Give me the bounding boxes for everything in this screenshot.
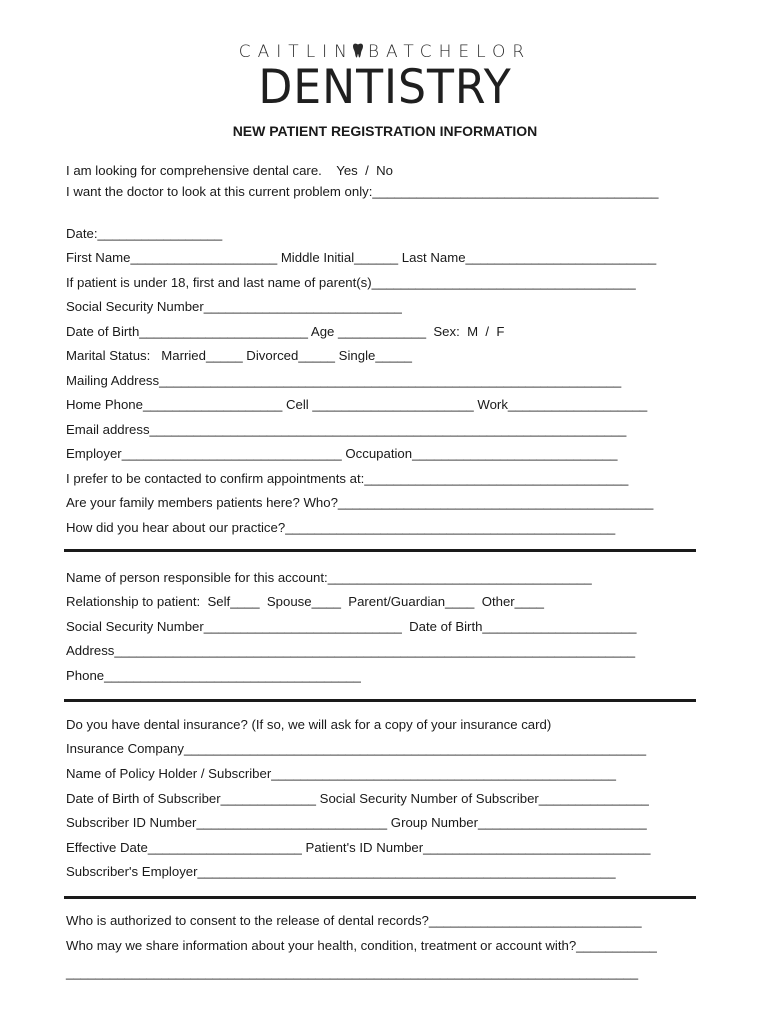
referral-source-field[interactable]: How did you hear about our practice?_____________________________________________ (66, 520, 616, 535)
subscriber-employer-field[interactable]: Subscriber's Employer_________________________________________________________ (66, 864, 616, 879)
form-title: NEW PATIENT REGISTRATION INFORMATION (232, 123, 538, 139)
logo-top-right: BATCHELOR (367, 42, 532, 62)
phone-fields[interactable]: Home Phone___________________ Cell ______________________ Work___________________ (66, 397, 648, 412)
name-fields[interactable]: First Name____________________ Middle Initial______ Last Name__________________________ (66, 250, 657, 265)
dob-age-sex-fields[interactable]: Date of Birth_______________________ Age ____________ Sex: M / F (66, 324, 505, 339)
comprehensive-care-question[interactable]: I am looking for comprehensive dental care. Yes / No (66, 163, 393, 178)
share-information-continuation[interactable]: ______________________________________________________________________________ (66, 965, 639, 980)
logo-main: DENTISTRY (258, 60, 512, 115)
mailing-address-field[interactable]: Mailing Address_______________________________________________________________ (66, 373, 622, 388)
responsible-address-field[interactable]: Address_______________________________________________________________________ (66, 643, 636, 658)
records-release-field[interactable]: Who is authorized to consent to the release of dental records?_____________________________ (66, 913, 642, 928)
employer-occupation-fields[interactable]: Employer______________________________ Occupation____________________________ (66, 446, 618, 461)
section-divider (64, 699, 696, 702)
contact-preference-field[interactable]: I prefer to be contacted to confirm appointments at:____________________________________ (66, 471, 629, 486)
family-members-field[interactable]: Are your family members patients here? Who?___________________________________________ (66, 495, 654, 510)
insurance-company-field[interactable]: Insurance Company_______________________________________________________________ (66, 741, 647, 756)
tooth-icon (352, 43, 364, 58)
section-divider (64, 896, 696, 899)
responsible-ssn-dob-fields[interactable]: Social Security Number___________________________ Date of Birth_____________________ (66, 619, 637, 634)
share-information-field[interactable]: Who may we share information about your health, condition, treatment or account with?___________ (66, 938, 657, 953)
ssn-field[interactable]: Social Security Number___________________________ (66, 299, 402, 314)
current-problem-field[interactable]: I want the doctor to look at this current problem only:_______________________________________ (66, 184, 659, 199)
responsible-phone-field[interactable]: Phone___________________________________ (66, 668, 361, 683)
logo-top-line (0, 42, 770, 62)
parent-name-field[interactable]: If patient is under 18, first and last name of parent(s)____________________________________ (66, 275, 636, 290)
date-field[interactable]: Date:_________________ (66, 226, 223, 241)
subscriber-group-fields[interactable]: Subscriber ID Number__________________________ Group Number_______________________ (66, 815, 647, 830)
email-field[interactable]: Email address_________________________________________________________________ (66, 422, 627, 437)
policy-holder-field[interactable]: Name of Policy Holder / Subscriber_______________________________________________ (66, 766, 616, 781)
logo-top-left: CAITLIN (238, 42, 354, 62)
responsible-person-field[interactable]: Name of person responsible for this account:____________________________________ (66, 570, 592, 585)
effective-date-patient-id-fields[interactable]: Effective Date_____________________ Patient's ID Number_______________________________ (66, 840, 651, 855)
marital-status-field[interactable]: Marital Status: Married_____ Divorced_____ Single_____ (66, 348, 413, 363)
insurance-question: Do you have dental insurance? (If so, we will ask for a copy of your insurance card) (66, 717, 552, 732)
subscriber-dob-ssn-fields[interactable]: Date of Birth of Subscriber_____________ Social Security Number of Subscriber_______________ (66, 791, 649, 806)
section-divider (64, 549, 696, 552)
relationship-field[interactable]: Relationship to patient: Self____ Spouse____ Parent/Guardian____ Other____ (66, 594, 545, 609)
